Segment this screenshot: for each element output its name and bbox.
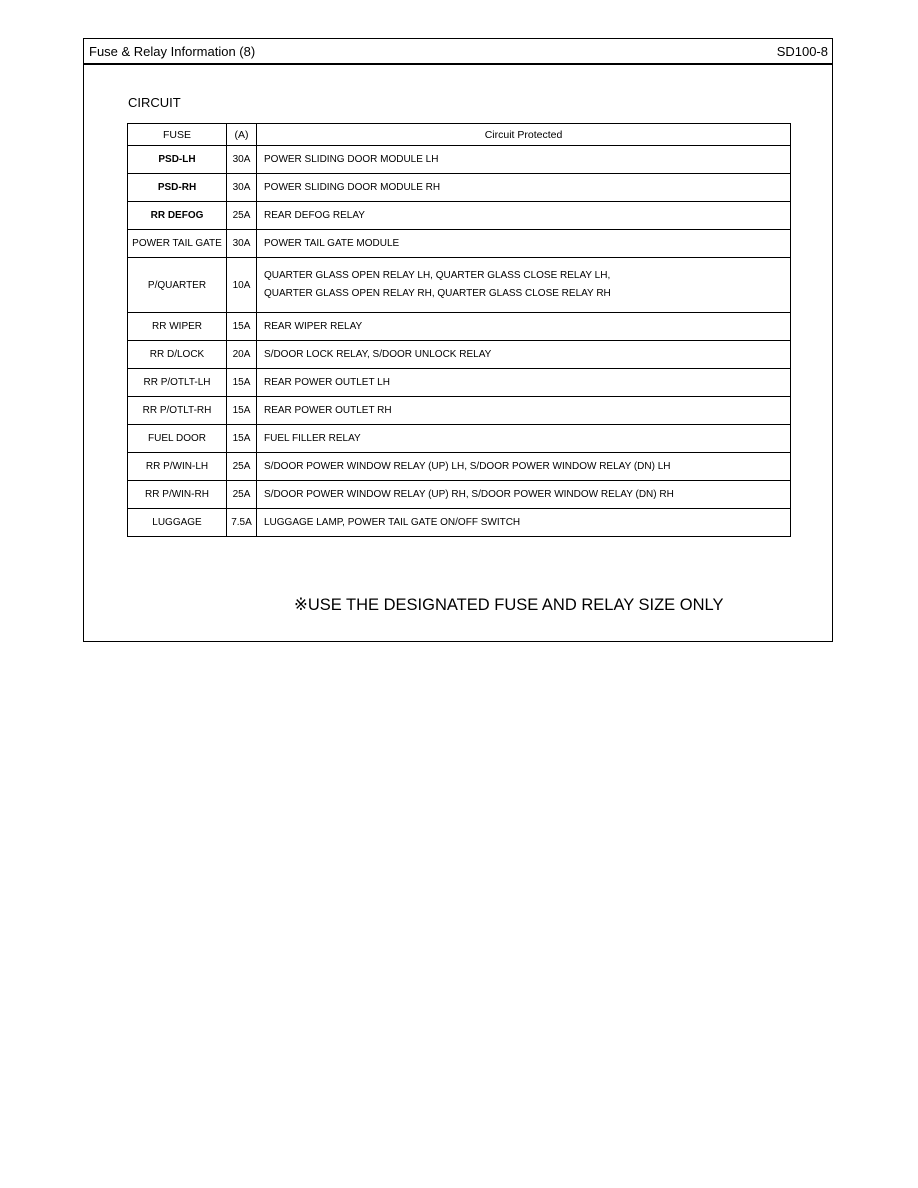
circuit-protected: REAR WIPER RELAY xyxy=(257,313,791,341)
fuse-name: FUEL DOOR xyxy=(128,425,227,453)
page-header xyxy=(84,39,832,65)
fuse-name: POWER TAIL GATE xyxy=(128,230,227,258)
fuse-amperage: 25A xyxy=(227,202,257,230)
circuit-protected: FUEL FILLER RELAY xyxy=(257,425,791,453)
fuse-amperage: 30A xyxy=(227,146,257,174)
fuse-amperage: 15A xyxy=(227,313,257,341)
circuit-protected xyxy=(257,258,791,313)
circuit-protected: S/DOOR POWER WINDOW RELAY (UP) RH, S/DOOR POWER WINDOW RELAY (DN) RH xyxy=(257,481,791,509)
circuit-protected: LUGGAGE LAMP, POWER TAIL GATE ON/OFF SWITCH xyxy=(257,509,791,537)
circuit-line-2: QUARTER GLASS OPEN RELAY RH, QUARTER GLASS CLOSE RELAY RH xyxy=(264,288,611,299)
circuit-protected: REAR POWER OUTLET LH xyxy=(257,369,791,397)
column-header-amp: (A) xyxy=(227,124,257,146)
fuse-amperage: 15A xyxy=(227,369,257,397)
fuse-name: RR P/WIN-LH xyxy=(128,453,227,481)
table-row xyxy=(128,146,791,174)
table-row xyxy=(128,453,791,481)
table-row xyxy=(128,174,791,202)
fuse-amperage: 7.5A xyxy=(227,509,257,537)
circuit-line-1: QUARTER GLASS OPEN RELAY LH, QUARTER GLASS CLOSE RELAY LH, xyxy=(264,270,611,281)
table-row xyxy=(128,369,791,397)
circuit-protected: REAR POWER OUTLET RH xyxy=(257,397,791,425)
table-row xyxy=(128,202,791,230)
fuse-amperage: 15A xyxy=(227,397,257,425)
table-row xyxy=(128,313,791,341)
fuse-name: RR P/WIN-RH xyxy=(128,481,227,509)
fuse-table xyxy=(127,123,791,537)
column-header-circuit: Circuit Protected xyxy=(257,124,791,146)
page-title: Fuse & Relay Information (8) xyxy=(89,44,256,59)
fuse-amperage: 20A xyxy=(227,341,257,369)
circuit-protected: POWER SLIDING DOOR MODULE LH xyxy=(257,146,791,174)
fuse-name: RR P/OTLT-LH xyxy=(128,369,227,397)
fuse-amperage: 30A xyxy=(227,230,257,258)
fuse-name: RR D/LOCK xyxy=(128,341,227,369)
table-row xyxy=(128,258,791,313)
fuse-amperage: 25A xyxy=(227,481,257,509)
fuse-amperage: 25A xyxy=(227,453,257,481)
document-frame xyxy=(83,38,833,642)
table-row xyxy=(128,230,791,258)
fuse-name: PSD-LH xyxy=(128,146,227,174)
table-header-row xyxy=(128,124,791,146)
fuse-name: PSD-RH xyxy=(128,174,227,202)
fuse-amperage: 15A xyxy=(227,425,257,453)
circuit-protected: REAR DEFOG RELAY xyxy=(257,202,791,230)
fuse-amperage: 30A xyxy=(227,174,257,202)
section-label: CIRCUIT xyxy=(128,95,181,110)
table-row xyxy=(128,481,791,509)
fuse-name: LUGGAGE xyxy=(128,509,227,537)
fuse-size-note: ※USE THE DESIGNATED FUSE AND RELAY SIZE ONLY xyxy=(294,596,724,614)
fuse-amperage: 10A xyxy=(227,258,257,313)
circuit-protected: POWER TAIL GATE MODULE xyxy=(257,230,791,258)
page-code: SD100-8 xyxy=(776,44,828,59)
circuit-protected: POWER SLIDING DOOR MODULE RH xyxy=(257,174,791,202)
fuse-name: RR DEFOG xyxy=(128,202,227,230)
fuse-name: P/QUARTER xyxy=(128,258,227,313)
circuit-protected: S/DOOR POWER WINDOW RELAY (UP) LH, S/DOOR POWER WINDOW RELAY (DN) LH xyxy=(257,453,791,481)
column-header-fuse: FUSE xyxy=(128,124,227,146)
fuse-name: RR WIPER xyxy=(128,313,227,341)
circuit-protected: S/DOOR LOCK RELAY, S/DOOR UNLOCK RELAY xyxy=(257,341,791,369)
table-row xyxy=(128,425,791,453)
table-row xyxy=(128,509,791,537)
table-row xyxy=(128,341,791,369)
fuse-name: RR P/OTLT-RH xyxy=(128,397,227,425)
table-row xyxy=(128,397,791,425)
